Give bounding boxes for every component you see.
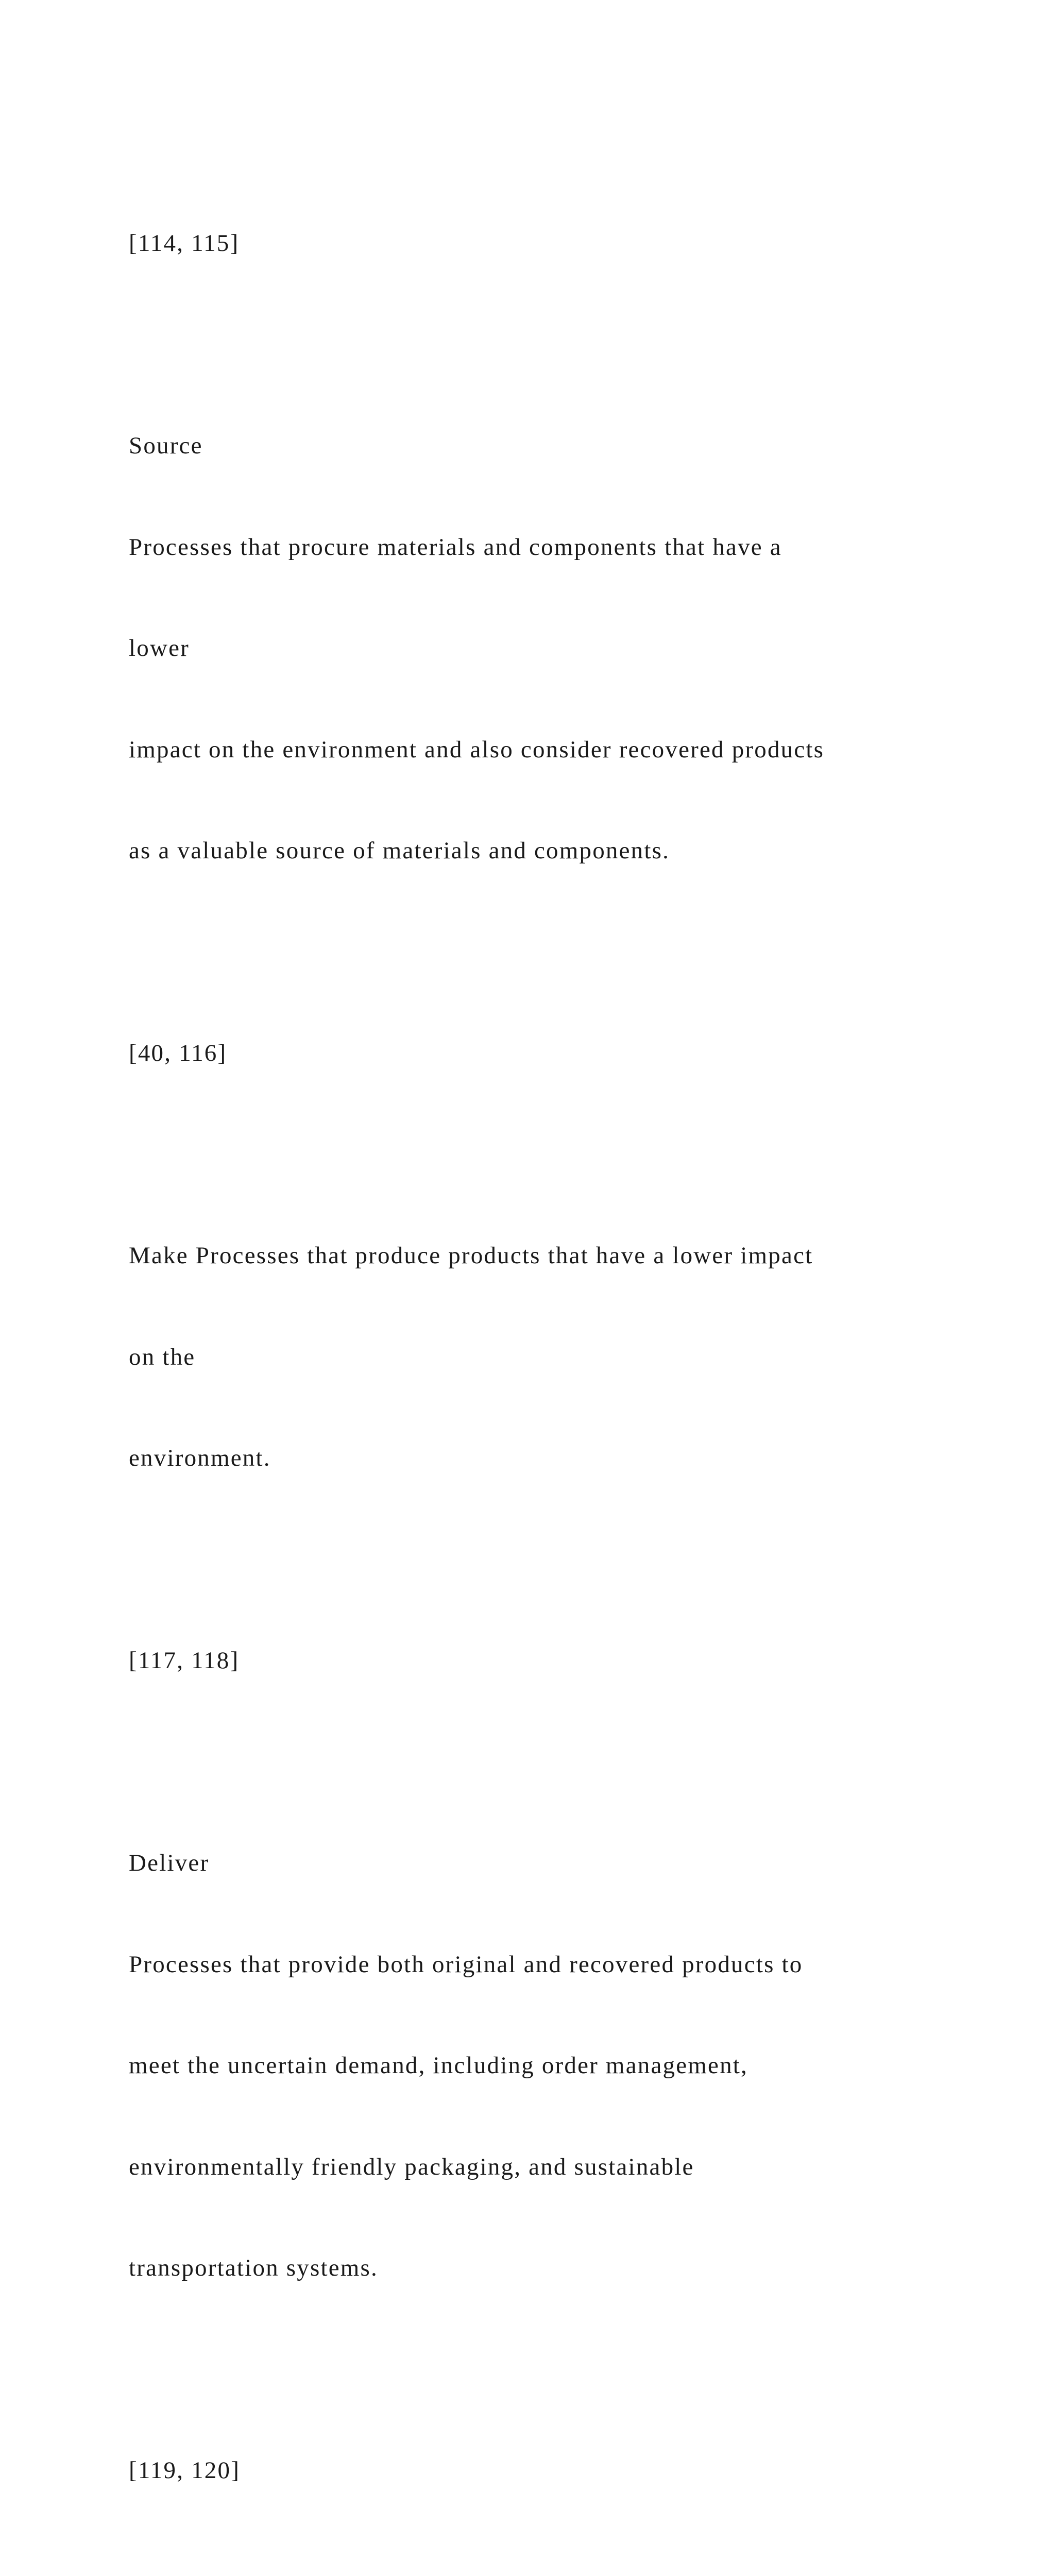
text-line: environment.: [129, 1442, 1035, 1476]
text-line: Make Processes that produce products that have a lower impact: [129, 1239, 1035, 1273]
blank-line: [129, 1543, 1035, 1577]
section-heading: Source: [129, 429, 1035, 463]
text-line: meet the uncertain demand, including order management,: [129, 2049, 1035, 2083]
blank-line: [129, 328, 1035, 362]
blank-line: [129, 936, 1035, 970]
blank-line: [129, 2353, 1035, 2387]
citation-line: [117, 118]: [129, 1644, 1035, 1678]
document-text: [129, 159, 1035, 2576]
text-line: transportation systems.: [129, 2251, 1035, 2285]
text-line: on the: [129, 1341, 1035, 1375]
citation-line: [119, 120]: [129, 2454, 1035, 2488]
text-line: Processes that procure materials and components that have a: [129, 531, 1035, 565]
citation-line: [114, 115]: [129, 227, 1035, 261]
citation-line: [40, 116]: [129, 1037, 1035, 1071]
text-line: impact on the environment and also consider recovered products: [129, 733, 1035, 767]
text-line: environmentally friendly packaging, and sustainable: [129, 2150, 1035, 2184]
text-line: Processes that provide both original and recovered products to: [129, 1948, 1035, 1982]
blank-line: [129, 2555, 1035, 2576]
text-line: as a valuable source of materials and components.: [129, 834, 1035, 868]
section-heading: Deliver: [129, 1846, 1035, 1880]
blank-line: [129, 1138, 1035, 1172]
text-line: lower: [129, 632, 1035, 666]
blank-line: [129, 1745, 1035, 1780]
